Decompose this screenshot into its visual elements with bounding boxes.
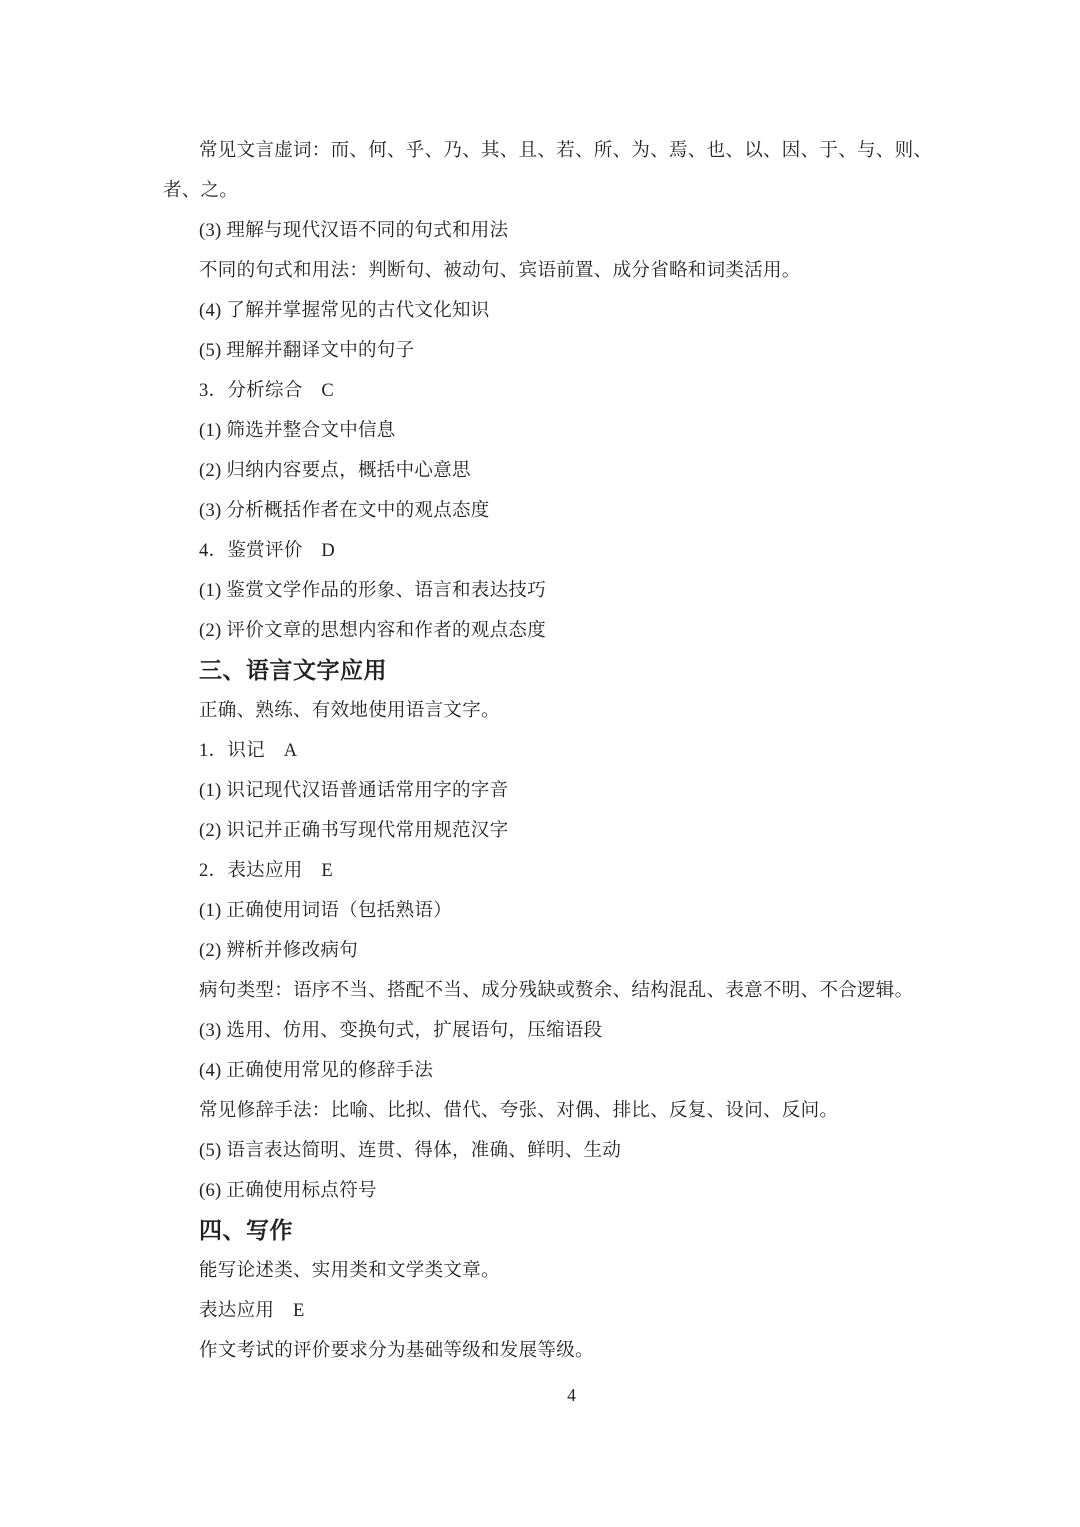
text-line: 病句类型：语序不当、搭配不当、成分残缺或赘余、结构混乱、表意不明、不合逻辑。 [199,981,914,1001]
text-line: (2) 辨析并修改病句 [199,941,358,961]
text-line: (3) 选用、仿用、变换句式，扩展语句，压缩语段 [199,1021,603,1041]
text-line: 2．表达应用 E [199,861,333,881]
text-line: 1．识记 A [199,741,298,761]
text-line: 不同的句式和用法：判断句、被动句、宾语前置、成分省略和词类活用。 [199,261,801,281]
text-line: (1) 鉴赏文学作品的形象、语言和表达技巧 [199,581,546,601]
text-line: (1) 正确使用词语（包括熟语） [199,901,452,921]
text-line: 作文考试的评价要求分为基础等级和发展等级。 [199,1341,594,1361]
section-heading: 三、语言文字应用 [199,658,387,683]
text-line: (6) 正确使用标点符号 [199,1181,377,1201]
text-line: (3) 分析概括作者在文中的观点态度 [199,501,490,521]
text-line: 常见修辞手法：比喻、比拟、借代、夸张、对偶、排比、反复、设问、反问。 [199,1101,839,1121]
text-line: (1) 识记现代汉语普通话常用字的字音 [199,781,509,801]
text-line: (2) 归纳内容要点，概括中心意思 [199,461,471,481]
text-line: (5) 理解并翻译文中的句子 [199,341,415,361]
text-line: 常见文言虚词：而、何、乎、乃、其、且、若、所、为、焉、也、以、因、于、与、则、 [199,141,933,161]
text-line: 3．分析综合 C [199,381,334,401]
text-line: (3) 理解与现代汉语不同的句式和用法 [199,221,509,241]
text-line: (5) 语言表达简明、连贯、得体，准确、鲜明、生动 [199,1141,622,1161]
text-line: (2) 识记并正确书写现代常用规范汉字 [199,821,509,841]
text-line: 者、之。 [163,181,239,201]
text-line: 表达应用 E [199,1301,305,1321]
text-line: (4) 了解并掌握常见的古代文化知识 [199,301,490,321]
text-line: 4．鉴赏评价 D [199,541,336,561]
text-line: (2) 评价文章的思想内容和作者的观点态度 [199,621,546,641]
page-number: 4 [567,1385,576,1405]
text-line: 能写论述类、实用类和文学类文章。 [199,1261,500,1281]
text-line: (1) 筛选并整合文中信息 [199,421,396,441]
text-line: 正确、熟练、有效地使用语言文字。 [199,701,500,721]
section-heading: 四、写作 [199,1218,293,1243]
text-line: (4) 正确使用常见的修辞手法 [199,1061,434,1081]
